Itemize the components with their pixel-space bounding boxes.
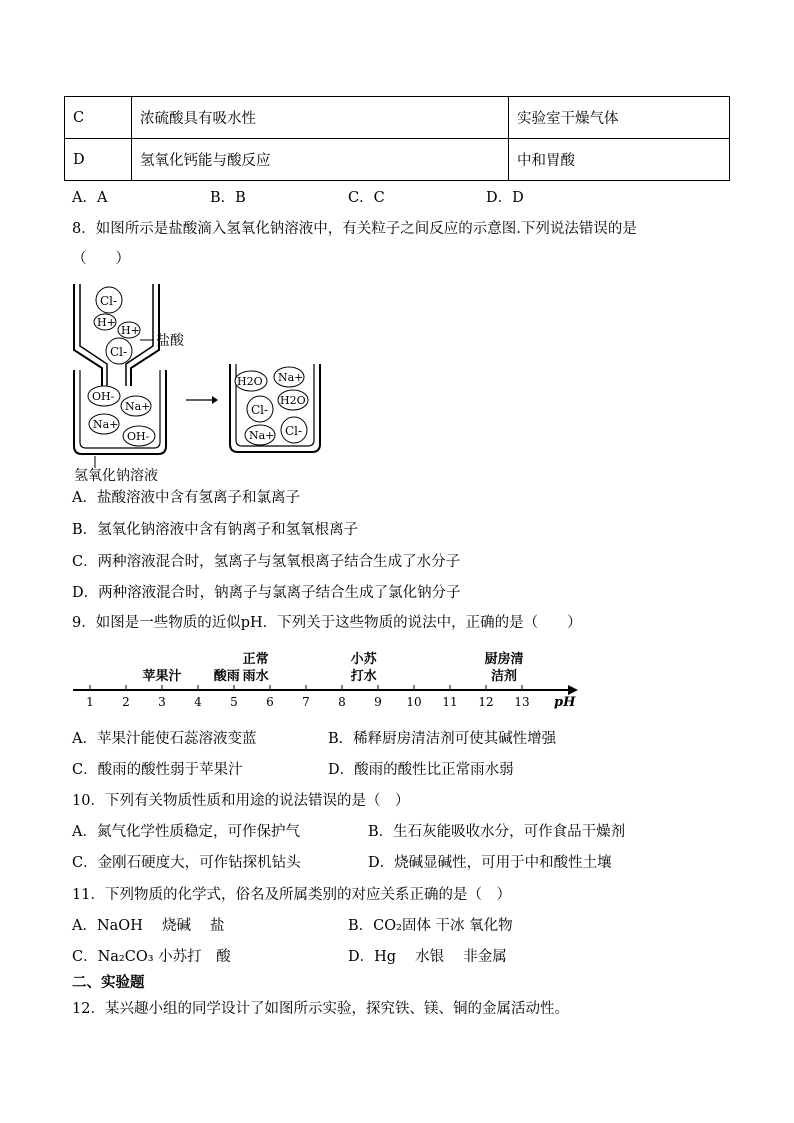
product-particle xyxy=(281,417,307,443)
acid-ion xyxy=(94,314,116,330)
ph-substance-label: 打水 xyxy=(350,669,377,684)
q7-option-b: B．B xyxy=(210,190,246,206)
q10-option-d: D．烧碱显碱性，可用于中和酸性土壤 xyxy=(368,855,612,871)
answer-table xyxy=(64,96,730,181)
q8-option-c: C．两种溶液混合时，氢离子与氢氧根离子结合生成了水分子 xyxy=(72,554,461,570)
q8-option-d: D．两种溶液混合时，钠离子与氯离子结合生成了氯化钠分子 xyxy=(72,585,461,601)
q9-option-c: C．酸雨的酸性弱于苹果汁 xyxy=(72,762,243,778)
ph-substance-label: 厨房清 xyxy=(484,652,524,667)
svg-text:H2O: H2O xyxy=(237,375,263,388)
row-label: C xyxy=(65,97,132,139)
q8-stem: 8．如图所示是盐酸滴入氢氧化钠溶液中，有关粒子之间反应的示意图.下列说法错误的是 xyxy=(72,221,637,237)
product-particle xyxy=(245,425,275,445)
q7-option-c: C．C xyxy=(348,190,385,206)
q12-stem: 12．某兴趣小组的同学设计了如图所示实验，探究铁、镁、铜的金属活动性。 xyxy=(72,1001,569,1017)
q8-reaction-figure xyxy=(60,278,360,484)
acid-ion xyxy=(118,322,140,338)
q7-option-a: A．A xyxy=(72,190,108,206)
ph-tick-label: 5 xyxy=(230,695,238,709)
ph-tick-label: 6 xyxy=(266,695,274,709)
q11-option-c: C．Na₂CO₃ 小苏打 酸 xyxy=(72,949,231,965)
svg-text:Cl-: Cl- xyxy=(110,345,128,359)
product-particle xyxy=(278,390,308,410)
q11-option-b: B．CO₂固体 干冰 氧化物 xyxy=(348,918,513,934)
svg-text:Na+: Na+ xyxy=(249,429,275,442)
ph-tick-label: 10 xyxy=(406,695,422,709)
q10-option-b: B．生石灰能吸收水分，可作食品干燥剂 xyxy=(368,824,626,840)
ph-tick-label: 3 xyxy=(158,695,166,709)
row-property: 浓硫酸具有吸水性 xyxy=(132,97,509,139)
ph-substance-label: 酸雨 xyxy=(213,669,240,684)
table-row xyxy=(65,139,730,181)
svg-text:H2O: H2O xyxy=(280,394,306,407)
product-particle xyxy=(235,371,267,391)
svg-text:Na+: Na+ xyxy=(278,371,304,384)
ph-substance-label: 雨水 xyxy=(242,669,269,684)
ph-tick-label: 9 xyxy=(374,695,382,709)
ph-tick-label: 11 xyxy=(442,695,458,709)
ph-tick-label: 7 xyxy=(302,695,310,709)
ph-tick-label: 1 xyxy=(86,695,94,709)
svg-text:Na+: Na+ xyxy=(125,400,151,413)
base-ion xyxy=(123,426,155,446)
acid-ion xyxy=(106,338,132,364)
ph-tick-label: 2 xyxy=(122,695,130,709)
q10-option-a: A．氮气化学性质稳定，可作保护气 xyxy=(72,824,300,840)
q10-stem: 10．下列有关物质性质和用途的说法错误的是（ ） xyxy=(72,793,410,809)
table-row xyxy=(65,97,730,139)
ph-substance-label: 小苏 xyxy=(350,652,377,667)
ph-unit: pH xyxy=(554,695,576,710)
row-property: 氢氧化钙能与酸反应 xyxy=(132,139,509,181)
q8-option-b: B．氢氧化钠溶液中含有钠离子和氢氧根离子 xyxy=(72,522,359,538)
row-use: 实验室干燥气体 xyxy=(509,97,730,139)
row-use: 中和胃酸 xyxy=(509,139,730,181)
svg-text:Cl-: Cl- xyxy=(285,424,303,438)
svg-text:OH-: OH- xyxy=(92,390,115,403)
svg-text:Cl-: Cl- xyxy=(251,403,269,417)
q11-option-a: A．NaOH 烧碱 盐 xyxy=(72,918,225,934)
base-ion xyxy=(89,414,119,434)
ph-tick-label: 12 xyxy=(478,695,494,709)
section-title: 二、实验题 xyxy=(72,974,145,991)
svg-text:H+: H+ xyxy=(121,324,140,337)
ph-substance-label: 正常 xyxy=(242,652,269,667)
acid-ion xyxy=(96,287,122,313)
svg-text:H+: H+ xyxy=(97,316,116,329)
svg-text:Cl-: Cl- xyxy=(100,294,118,308)
row-label: D xyxy=(65,139,132,181)
product-particle xyxy=(274,367,304,387)
q9-option-d: D．酸雨的酸性比正常雨水弱 xyxy=(328,762,514,778)
q11-stem: 11．下列物质的化学式，俗名及所属类别的对应关系正确的是（ ） xyxy=(72,887,511,903)
q8-option-a: A．盐酸溶液中含有氢离子和氯离子 xyxy=(72,490,300,506)
svg-text:OH-: OH- xyxy=(127,430,150,443)
ph-tick-label: 13 xyxy=(514,695,530,709)
ph-tick-label: 8 xyxy=(338,695,346,709)
q9-ph-scale xyxy=(68,646,588,712)
product-particle xyxy=(247,396,273,422)
q9-option-b: B．稀释厨房清洁剂可使其碱性增强 xyxy=(328,731,557,747)
q7-option-d: D．D xyxy=(486,190,524,206)
base-ion xyxy=(88,386,120,406)
q9-stem: 9．如图是一些物质的近似pH．下列关于这些物质的说法中，正确的是（ ） xyxy=(72,615,582,631)
q8-paren: （ ） xyxy=(72,251,130,267)
ph-substance-label: 洁剂 xyxy=(490,669,518,684)
q10-option-c: C．金刚石硬度大，可作钻探机钻头 xyxy=(72,855,301,871)
svg-text:Na+: Na+ xyxy=(93,418,119,431)
q11-option-d: D．Hg 水银 非金属 xyxy=(348,949,507,965)
ph-substance-label: 苹果汁 xyxy=(142,669,182,684)
q9-option-a: A．苹果汁能使石蕊溶液变蓝 xyxy=(72,731,257,747)
ph-tick-label: 4 xyxy=(194,695,202,709)
base-ion xyxy=(121,396,151,416)
base-label: 氢氧化钠溶液 xyxy=(74,468,158,484)
acid-label: 盐酸 xyxy=(156,333,184,349)
